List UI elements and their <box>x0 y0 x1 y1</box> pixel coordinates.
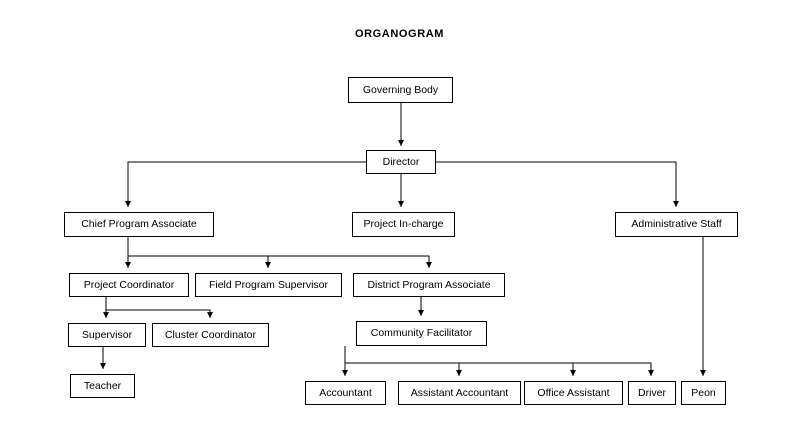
node-project-coordinator[interactable] <box>69 273 189 297</box>
node-field-program-supervisor[interactable] <box>195 273 342 297</box>
node-governing-body[interactable] <box>348 77 453 103</box>
page-title: ORGANOGRAM <box>354 28 445 40</box>
node-label: Project Coordinator <box>83 278 175 291</box>
node-chief-program-associate[interactable] <box>64 212 214 237</box>
node-label: Governing Body <box>362 83 439 96</box>
node-label: Peon <box>691 386 716 399</box>
node-label: District Program Associate <box>367 278 491 291</box>
node-label: Assistant Accountant <box>410 386 509 399</box>
node-label: Field Program Supervisor <box>208 278 329 291</box>
node-district-program-associate[interactable] <box>353 273 505 297</box>
node-driver[interactable] <box>628 381 676 405</box>
node-label: Chief Program Associate <box>81 218 197 231</box>
node-director[interactable] <box>366 150 436 174</box>
node-label: Accountant <box>319 386 372 399</box>
node-accountant[interactable] <box>305 381 386 405</box>
node-label: Office Assistant <box>537 386 610 399</box>
node-label: Administrative Staff <box>631 218 722 231</box>
node-administrative-staff[interactable] <box>615 212 738 237</box>
node-label: Supervisor <box>81 328 133 341</box>
node-office-assistant[interactable] <box>524 381 623 405</box>
node-peon[interactable] <box>681 381 726 405</box>
node-label: Cluster Coordinator <box>164 328 257 341</box>
node-community-facilitator[interactable] <box>356 321 487 346</box>
node-label: Project In-charge <box>363 218 444 231</box>
node-label: Teacher <box>83 379 122 392</box>
node-assistant-accountant[interactable] <box>398 381 521 405</box>
node-supervisor[interactable] <box>68 323 146 347</box>
node-cluster-coordinator[interactable] <box>152 323 269 347</box>
node-label: Driver <box>638 386 666 399</box>
node-teacher[interactable] <box>70 374 135 398</box>
node-label: Director <box>382 155 420 168</box>
node-label: Community Facilitator <box>370 327 473 340</box>
node-project-in-charge[interactable] <box>352 212 455 237</box>
